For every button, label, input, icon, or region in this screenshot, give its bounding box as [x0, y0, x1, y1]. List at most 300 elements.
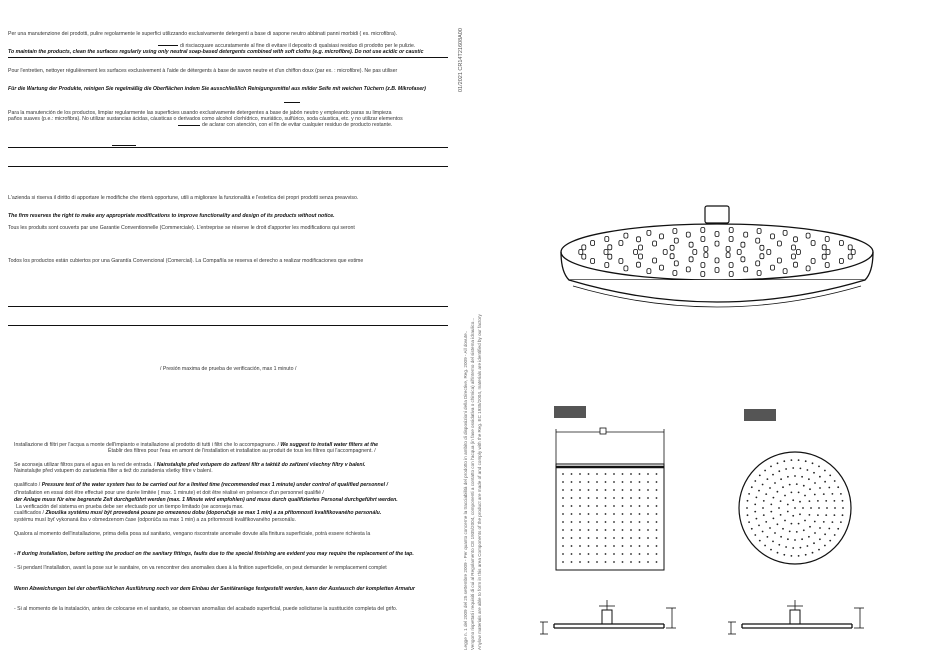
nozzle-dot: [579, 505, 581, 507]
nozzle-dot: [605, 489, 607, 491]
nozzle-dot: [571, 521, 573, 523]
nozzle: [715, 232, 719, 237]
nozzle-dot: [819, 476, 821, 478]
nozzle: [591, 241, 595, 246]
nozzle-dot: [798, 555, 800, 557]
nozzle-dot: [596, 529, 598, 531]
nozzle-dot: [794, 475, 796, 477]
nozzle-dot: [571, 505, 573, 507]
nozzle-dot: [656, 505, 658, 507]
nozzle: [839, 241, 843, 246]
nozzle-dot: [751, 486, 753, 488]
nozzle: [822, 245, 826, 250]
nozzle: [741, 257, 745, 262]
nozzle: [796, 250, 800, 255]
nozzle-dot: [829, 540, 831, 542]
rights-fr: Tous les produits sont couverts par une Garantie Conventionnelle (Commerciale). L'entreprise se réserve le droit d'apporter les modifications qui seront: [8, 225, 355, 231]
nozzle-dot: [747, 500, 749, 502]
side-text-3: Legge n. 1 del 2009 del 25 settembre 2009 - Per quanto concerne la tracciabilità del prodotto in ambito di disposizioni della Directive, Reg. 2009 - All dovute..: [463, 330, 468, 650]
nozzle-dot: [814, 521, 816, 523]
nozzle-dot: [630, 521, 632, 523]
nozzle-dot: [639, 529, 641, 531]
nozzle-dot: [630, 505, 632, 507]
nozzle-dot: [630, 553, 632, 555]
nozzle-dot: [785, 546, 787, 548]
nozzle-dot: [613, 505, 615, 507]
nozzle-dot: [840, 521, 842, 523]
nozzle-dot: [656, 521, 658, 523]
nozzle: [704, 253, 708, 258]
nozzle-dot: [571, 481, 573, 483]
divider: [112, 145, 136, 146]
nozzle-dot: [834, 500, 836, 502]
nozzle-dot: [791, 459, 793, 461]
nozzle-dot: [812, 552, 814, 554]
nozzle-dot: [630, 473, 632, 475]
nozzle-dot: [837, 528, 839, 530]
nozzle-dot: [812, 462, 814, 464]
install-l1-en: We suggest to install water filters at the: [280, 442, 379, 448]
nozzle: [760, 254, 764, 259]
nozzle-dot: [562, 481, 564, 483]
nozzle-dot: [780, 514, 782, 516]
nozzle: [670, 254, 674, 259]
nozzle-dot: [759, 475, 761, 477]
nozzle: [634, 250, 638, 255]
nozzle-dot: [639, 497, 641, 499]
nozzle: [825, 263, 829, 268]
install-l9-cs: Zkouška systému musí být provedená pouze po omezenou dobu (doporučuje se max 1 min) a za přítomnosti kvalifikovaného personálu.: [45, 510, 382, 516]
nozzle: [660, 234, 664, 239]
nozzle: [741, 242, 745, 247]
nozzle-dot: [630, 529, 632, 531]
nozzle-dot: [778, 470, 780, 472]
nozzle-dot: [823, 493, 825, 495]
maint-en: To maintain the products, clean the surfaces regularly using only neutral soap-based detergents combined with soft cloths (e.g. microfibre). Do not use acidic or caustic: [8, 49, 424, 55]
nozzle-dot: [613, 489, 615, 491]
rights-en: The firm reserves the right to make any appropriate modifications to improve functionality and design of its products without notice.: [8, 213, 335, 219]
nozzle-dot: [751, 528, 753, 530]
nozzle-dot: [804, 520, 806, 522]
nozzle-dot: [647, 561, 649, 563]
nozzle-dot: [630, 545, 632, 547]
nozzle-dot: [630, 481, 632, 483]
nozzle-dot: [817, 514, 819, 516]
nozzle-dot: [562, 537, 564, 539]
nozzle-dot: [784, 520, 786, 522]
nozzle: [686, 267, 690, 272]
nozzle-dot: [579, 481, 581, 483]
nozzle-dot: [780, 478, 782, 480]
nozzle-dot: [605, 505, 607, 507]
nozzle: [767, 250, 771, 255]
nozzle-dot: [639, 561, 641, 563]
divider: [8, 325, 448, 326]
nozzle: [653, 241, 657, 246]
nozzle-dot: [571, 553, 573, 555]
nozzle: [686, 232, 690, 237]
round-shower-front-view: [735, 440, 855, 570]
nozzle: [701, 228, 705, 233]
nozzle-dot: [817, 500, 819, 502]
nozzle-dot: [613, 481, 615, 483]
nozzle-dot: [596, 505, 598, 507]
nozzle-dot: [562, 473, 564, 475]
maint-es1: Para la manutención de los productos, limpiar regularmente las superficies usando exclusivamente detergentes a base de jabón neutro y empleando paras su limpieza: [8, 110, 392, 116]
nozzle-dot: [756, 518, 758, 520]
nozzle-dot: [828, 487, 830, 489]
nozzle-dot: [613, 497, 615, 499]
nozzle: [591, 259, 595, 264]
nozzle-dot: [656, 513, 658, 515]
nozzle: [653, 258, 657, 263]
maint-it2: di risciacquare accuratamente al fine di evitare il deposito di qualsiasi residuo di prodotto per le pulizie.: [180, 43, 416, 49]
nozzle-dot: [571, 529, 573, 531]
nozzle-dot: [622, 505, 624, 507]
nozzle-dot: [834, 507, 836, 509]
nozzle: [729, 228, 733, 233]
nozzle-dot: [647, 489, 649, 491]
nozzle-dot: [656, 545, 658, 547]
nozzle-dot: [562, 497, 564, 499]
nozzle: [715, 268, 719, 273]
nozzle-dot: [754, 511, 756, 513]
nozzle-dot: [804, 495, 806, 497]
nozzle: [624, 266, 628, 271]
install-l12: - If during installation, before setting the product on the sanitary fittings, faults due to the special finishing are evident you may require the replacement of the tap.: [14, 551, 414, 557]
nozzle-dot: [799, 513, 801, 515]
nozzle-dot: [782, 486, 784, 488]
nozzle-dot: [647, 521, 649, 523]
nozzle-dot: [571, 545, 573, 547]
nozzle-dot: [809, 488, 811, 490]
nozzle-dot: [579, 473, 581, 475]
nozzle: [605, 263, 609, 268]
nozzle-dot: [754, 534, 756, 536]
nozzle-dot: [789, 531, 791, 533]
nozzle-dot: [801, 538, 803, 540]
nozzle-dot: [596, 553, 598, 555]
nozzle-dot: [809, 526, 811, 528]
install-l8: La verificación del sistema en prueba debe ser efectuado por un tiempo limitado (se aconseja max.: [16, 504, 244, 510]
nozzle-dot: [780, 500, 782, 502]
install-l3-es: Se aconseja utilizar filtros para el agua en la red de entrada. /: [14, 462, 156, 468]
document-code: 01/2021 CR14T21608A00: [458, 28, 464, 92]
nozzle-dot: [647, 513, 649, 515]
nozzle-dot: [596, 545, 598, 547]
nozzle-dot: [789, 484, 791, 486]
pressure-note: / Presión maxima de prueba de verificación, max 1 minuto /: [160, 366, 297, 372]
nozzle-dot: [837, 486, 839, 488]
nozzle-dot: [787, 504, 789, 506]
nozzle-dot: [656, 529, 658, 531]
nozzle: [783, 269, 787, 274]
nozzle-dot: [813, 472, 815, 474]
nozzle: [744, 232, 748, 237]
nozzle: [582, 245, 586, 250]
nozzle-dot: [647, 537, 649, 539]
nozzle: [619, 259, 623, 264]
nozzle-dot: [754, 480, 756, 482]
nozzle-dot: [622, 473, 624, 475]
nozzle-dot: [819, 527, 821, 529]
nozzle-dot: [808, 536, 810, 538]
nozzle-dot: [769, 487, 771, 489]
nozzle-dot: [622, 537, 624, 539]
install-l10: systému musí byť vykonaná iba v obmedzenom čase (odporúča sa max 1 min) a za prítomnosti kvalifikovaného personálu.: [14, 517, 296, 523]
install-l5: [14, 482, 388, 488]
nozzle-dot: [613, 521, 615, 523]
nozzle-dot: [562, 513, 564, 515]
nozzle-dot: [834, 480, 836, 482]
nozzle-dot: [777, 462, 779, 464]
nozzle: [806, 266, 810, 271]
nozzle-dot: [785, 468, 787, 470]
nozzle-dot: [832, 521, 834, 523]
nozzle-dot: [656, 481, 658, 483]
nozzle-dot: [783, 554, 785, 556]
nozzle: [582, 254, 586, 259]
nozzle-dot: [571, 537, 573, 539]
nozzle-dot: [588, 473, 590, 475]
nozzle-dot: [622, 481, 624, 483]
nozzle-dot: [774, 482, 776, 484]
nozzle-dot: [579, 561, 581, 563]
nozzle-dot: [803, 529, 805, 531]
nozzle-dot: [777, 552, 779, 554]
nozzle-dot: [562, 561, 564, 563]
install-l2: Établir des filtres pour l'eau en amont de l'installation et installation au produit de tous les filtres qui l'accompagnent. /: [108, 448, 376, 454]
nozzle-dot: [810, 507, 812, 509]
nozzle-dot: [630, 513, 632, 515]
rights-es: Todos los productos están cubiertos por una Garantía Convencional (Comercial). La Compañía se reserva el derecho a realizar modificaciones que estime: [8, 258, 364, 264]
nozzle-dot: [792, 467, 794, 469]
nozzle-dot: [639, 513, 641, 515]
nozzle: [674, 261, 678, 266]
nozzle: [729, 237, 733, 242]
nozzle-dot: [778, 507, 780, 509]
nozzle: [624, 233, 628, 238]
nozzle-dot: [571, 489, 573, 491]
nozzle-dot: [763, 500, 765, 502]
install-l11: Qualora al momento dell'installazione, prima della posa sul sanitario, vengano riscontrate anomalie dovute alla finitura superficiale, potrà essere richiesta la: [14, 531, 371, 537]
nozzle-dot: [630, 537, 632, 539]
nozzle-dot: [809, 514, 811, 516]
nozzle-dot: [758, 490, 760, 492]
nozzle-dot: [656, 473, 658, 475]
nozzle-dot: [622, 513, 624, 515]
nozzle: [701, 263, 705, 268]
nozzle-dot: [791, 523, 793, 525]
nozzle-dot: [787, 476, 789, 478]
rights-it: L'azienda si riserva il diritto di apportare le modifiche che riterrà opportune, utili a migliorare la funzionalità e l'estetica dei propri prodotti senza preavviso.: [8, 195, 359, 201]
nozzle-dot: [762, 484, 764, 486]
nozzle-dot: [588, 553, 590, 555]
nozzle: [689, 257, 693, 262]
side-text-1: Vengono rispettati i requisiti di cui al Regolamento CE 1935/2004, componenti a contatto con l'acqua (in fase ossidativa o chimica) all'interno del sistema idraulico...: [470, 317, 475, 650]
install-l15: - Si al momento de la instalación, antes de colocarse en el sanitario, se observan anomalías del acabado superficial, puede solicitarse la sustitución completa del grifo.: [14, 606, 398, 612]
nozzle-dot: [605, 473, 607, 475]
nozzle: [757, 271, 761, 276]
nozzle-dot: [622, 545, 624, 547]
nozzle-dot: [824, 481, 826, 483]
nozzle-dot: [622, 489, 624, 491]
nozzle-dot: [639, 553, 641, 555]
nozzle-dot: [770, 511, 772, 513]
nozzle: [771, 234, 775, 239]
nozzle-dot: [764, 545, 766, 547]
nozzle-dot: [605, 537, 607, 539]
nozzle: [608, 245, 612, 250]
nozzle-dot: [791, 555, 793, 557]
nozzle-dot: [792, 515, 794, 517]
nozzle-dot: [596, 561, 598, 563]
nozzle-dot: [656, 537, 658, 539]
nozzle: [760, 245, 764, 250]
nozzle-dot: [630, 497, 632, 499]
nozzle-dot: [840, 493, 842, 495]
dimension-label-box: [744, 409, 776, 421]
nozzle-dot: [814, 494, 816, 496]
nozzle: [715, 258, 719, 263]
install-l4: Nainstalujte před vstupem do zariadenia filter a tiež do zariadenia všetky filtre v balení.: [14, 468, 213, 474]
nozzle: [757, 229, 761, 234]
nozzle-dot: [809, 500, 811, 502]
nozzle-dot: [571, 561, 573, 563]
nozzle: [639, 254, 643, 259]
nozzle-dot: [579, 553, 581, 555]
nozzle-dot: [796, 483, 798, 485]
nozzle-dot: [778, 544, 780, 546]
nozzle-dot: [613, 561, 615, 563]
nozzle-dot: [798, 459, 800, 461]
nozzle-dot: [562, 505, 564, 507]
nozzle-dot: [656, 553, 658, 555]
nozzle-dot: [622, 553, 624, 555]
nozzle-dot: [596, 481, 598, 483]
nozzle: [608, 254, 612, 259]
nozzle-dot: [588, 561, 590, 563]
nozzle-dot: [801, 476, 803, 478]
nozzle-dot: [791, 492, 793, 494]
nozzle-dot: [588, 529, 590, 531]
nozzle-dot: [756, 497, 758, 499]
nozzle: [604, 250, 608, 255]
nozzle-dot: [613, 529, 615, 531]
nozzle-dot: [562, 553, 564, 555]
nozzle-dot: [763, 514, 765, 516]
nozzle-dot: [579, 489, 581, 491]
nozzle: [822, 254, 826, 259]
nozzle-dot: [562, 529, 564, 531]
nozzle-dot: [571, 473, 573, 475]
install-l3-cs: Nainstalujte před vstupem do zařízení filtr a taktéž do zařízení všechny filtry v balení.: [156, 462, 366, 468]
nozzle-dot: [622, 497, 624, 499]
nozzle-dot: [579, 521, 581, 523]
nozzle-dot: [808, 478, 810, 480]
nozzle-dot: [772, 541, 774, 543]
nozzle-dot: [814, 482, 816, 484]
nozzle-dot: [825, 514, 827, 516]
shower-head-perspective: [555, 200, 885, 340]
nozzle: [673, 271, 677, 276]
nozzle-dot: [802, 507, 804, 509]
nozzle-dot: [596, 521, 598, 523]
nozzle: [771, 265, 775, 270]
nozzle-dot: [805, 460, 807, 462]
nozzle-dot: [842, 507, 844, 509]
nozzle-dot: [630, 561, 632, 563]
nozzle-dot: [832, 493, 834, 495]
nozzle-dot: [759, 540, 761, 542]
nozzle-dot: [579, 545, 581, 547]
nozzle-dot: [824, 545, 826, 547]
dimension-label-box: [554, 406, 586, 418]
nozzle: [701, 237, 705, 242]
nozzle: [704, 246, 708, 251]
nozzle-dot: [639, 489, 641, 491]
nozzle-dot: [824, 533, 826, 535]
nozzle: [637, 237, 641, 242]
nozzle-dot: [605, 513, 607, 515]
nozzle-dot: [639, 545, 641, 547]
nozzle-dot: [588, 537, 590, 539]
nozzle-dot: [777, 523, 779, 525]
nozzle-dot: [772, 474, 774, 476]
nozzle: [673, 229, 677, 234]
nozzle-dot: [605, 497, 607, 499]
nozzle-dot: [605, 521, 607, 523]
nozzle-dot: [807, 545, 809, 547]
nozzle-dot: [588, 505, 590, 507]
nozzle-dot: [747, 514, 749, 516]
nozzle-dot: [754, 504, 756, 506]
nozzle-dot: [842, 514, 844, 516]
nozzle: [647, 269, 651, 274]
divider: [8, 147, 448, 148]
nozzle-dot: [825, 500, 827, 502]
nozzle-dot: [630, 489, 632, 491]
install-l5-en: Pressure test of the water system has to be carried out for a limited time (recommended max 1 minute) under control of qualified personnel /: [41, 482, 388, 488]
nozzle-dot: [814, 532, 816, 534]
divider: [8, 166, 448, 167]
maint-it: Per una manutenzione dei prodotti, pulire regolarmente le superfici utilizzando esclusivamente detergenti a base di sapone neutro abbinati panni morbidi ( es. microfibra).: [8, 31, 397, 37]
nozzle-dot: [783, 460, 785, 462]
nozzle: [674, 238, 678, 243]
nozzle: [729, 263, 733, 268]
nozzle-dot: [639, 521, 641, 523]
nozzle-dot: [767, 536, 769, 538]
nozzle: [792, 245, 796, 250]
nozzle-dot: [792, 499, 794, 501]
nozzle: [639, 245, 643, 250]
nozzle-dot: [770, 549, 772, 551]
nozzle-dot: [596, 513, 598, 515]
nozzle-dot: [588, 481, 590, 483]
nozzle-dot: [823, 521, 825, 523]
install-l14: Wenn Abweichungen bei der oberflächlichen Ausführung noch vor dem Einbau der Sanitäranlage festgestellt werden, kann der Austausch der kompletten Armatur: [14, 586, 415, 592]
nozzle-dot: [782, 528, 784, 530]
nozzle: [756, 238, 760, 243]
nozzle: [647, 230, 651, 235]
nozzle-dot: [596, 473, 598, 475]
nozzle-dot: [784, 495, 786, 497]
nozzle-dot: [765, 493, 767, 495]
nozzle: [637, 262, 641, 267]
nozzle-dot: [605, 529, 607, 531]
nozzle-dot: [792, 547, 794, 549]
nozzle-dot: [647, 481, 649, 483]
